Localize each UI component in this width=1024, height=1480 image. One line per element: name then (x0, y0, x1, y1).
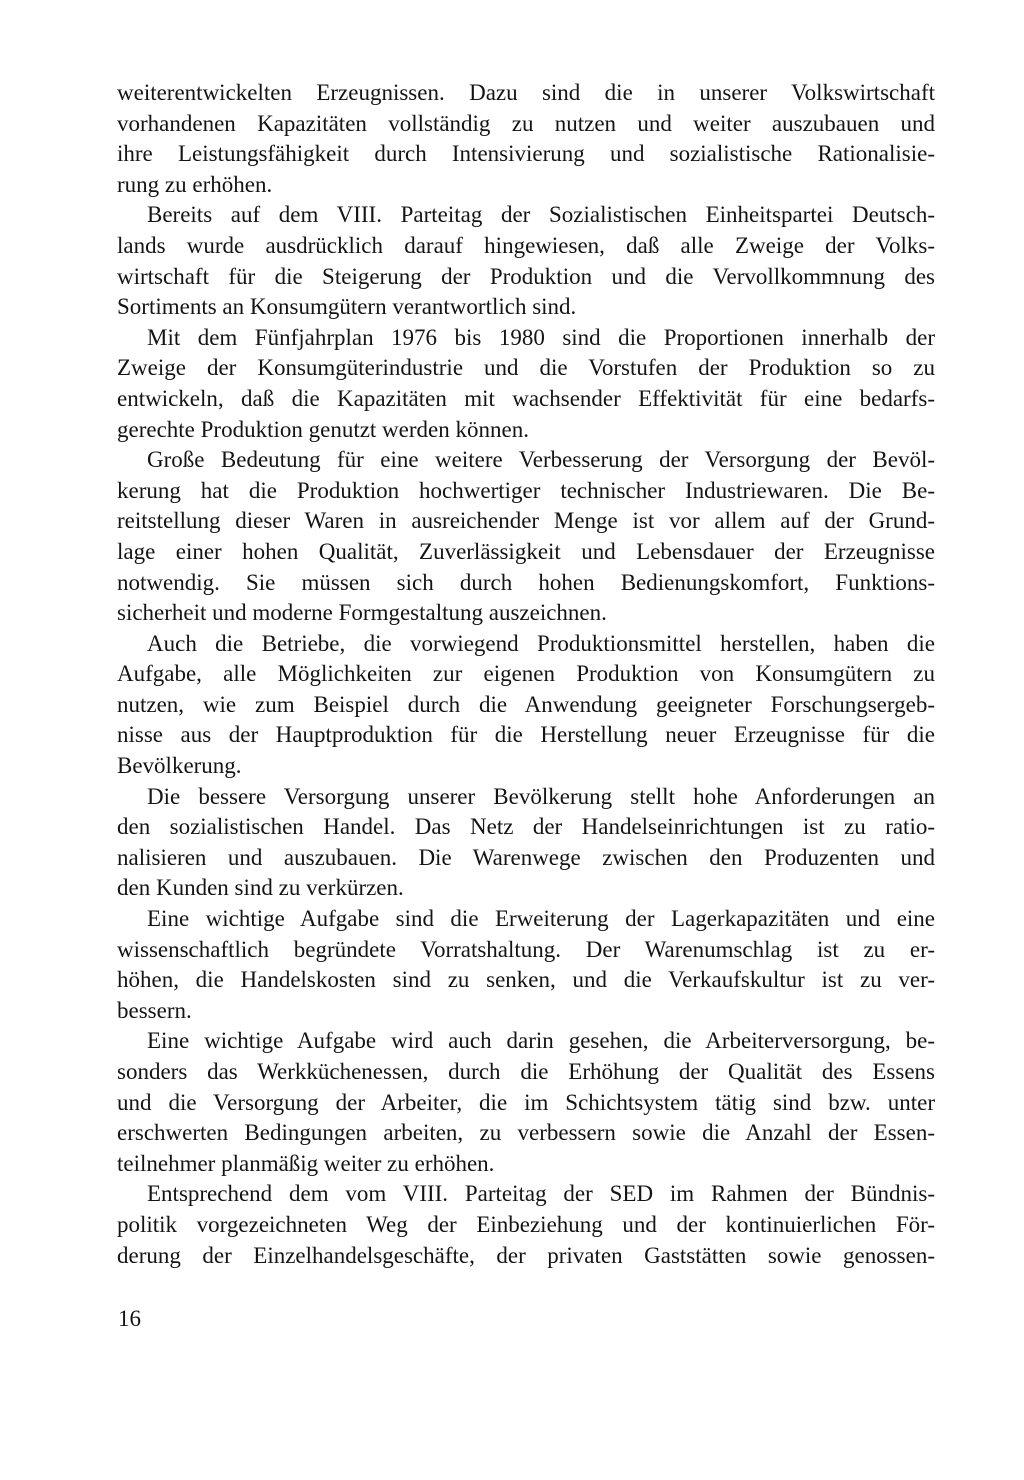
paragraph-first-line: Eine wichtige Aufgabe sind die Erweiterung der Lagerkapazitäten und eine (147, 906, 935, 932)
text-line: notwendig. Sie müssen sich durch hohen Bedienungskomfort, Funktions- (117, 569, 935, 595)
body-text (117, 78, 935, 1271)
text-line: wirtschaft für die Steigerung der Produktion und die Vervollkommnung des (117, 263, 935, 289)
text-line: rung zu erhöhen. (117, 171, 273, 197)
text-line: und die Versorgung der Arbeiter, die im Schichtsystem tätig sind bzw. unter (117, 1089, 935, 1115)
paragraph-first-line: Eine wichtige Aufgabe wird auch darin gesehen, die Arbeiterversorgung, be- (147, 1028, 935, 1054)
paragraph-first-line: Bereits auf dem VIII. Parteitag der Sozialistischen Einheitspartei Deutsch- (147, 202, 935, 228)
text-line: lage einer hohen Qualität, Zuverlässigkeit und Lebensdauer der Erzeugnisse (117, 538, 935, 564)
text-line: Sortiments an Konsumgütern verantwortlich sind. (117, 294, 577, 320)
text-line: politik vorgezeichneten Weg der Einbeziehung und der kontinuierlichen För- (117, 1211, 935, 1237)
text-line: bessern. (117, 997, 192, 1023)
text-line: Aufgabe, alle Möglichkeiten zur eigenen Produktion von Konsumgütern zu (117, 661, 935, 687)
text-line: kerung hat die Produktion hochwertiger technischer Industriewaren. Die Be- (117, 477, 935, 503)
text-line: lands wurde ausdrücklich darauf hingewiesen, daß alle Zweige der Volks- (117, 232, 935, 258)
text-line: Zweige der Konsumgüterindustrie und die Vorstufen der Produktion so zu (117, 355, 935, 381)
text-line: nisse aus der Hauptproduktion für die Herstellung neuer Erzeugnisse für die (117, 722, 935, 748)
text-line: nalisieren und auszubauen. Die Warenwege zwischen den Produzenten und (117, 844, 935, 870)
paragraph-first-line: Große Bedeutung für eine weitere Verbesserung der Versorgung der Bevöl- (147, 447, 935, 473)
text-line: Bevölkerung. (117, 753, 242, 779)
paragraph-first-line: Entsprechend dem vom VIII. Parteitag der SED im Rahmen der Bündnis- (147, 1181, 935, 1207)
text-line: ihre Leistungsfähigkeit durch Intensivierung und sozialistische Rationalisie- (117, 141, 935, 167)
text-line: teilnehmer planmäßig weiter zu erhöhen. (117, 1150, 495, 1176)
text-line: sonders das Werkküchenessen, durch die Erhöhung der Qualität des Essens (117, 1059, 935, 1084)
text-line: den sozialistischen Handel. Das Netz der Handelseinrichtungen ist zu ratio- (117, 814, 935, 840)
text-line: vorhandenen Kapazitäten vollständig zu nutzen und weiter auszubauen und (117, 110, 935, 136)
text-line: reitstellung dieser Waren in ausreichender Menge ist vor allem auf der Grund- (117, 508, 935, 534)
text-line: den Kunden sind zu verkürzen. (117, 875, 404, 901)
text-line: höhen, die Handelskosten sind zu senken, und die Verkaufskultur ist zu ver- (117, 967, 935, 993)
text-line: weiterentwickelten Erzeugnissen. Dazu sind die in unserer Volkswirtschaft (117, 80, 935, 105)
text-line: gerechte Produktion genutzt werden können. (117, 416, 529, 442)
text-line: entwickeln, daß die Kapazitäten mit wachsender Effektivität für eine bedarfs- (117, 385, 935, 411)
text-line: sicherheit und moderne Formgestaltung auszeichnen. (117, 600, 607, 626)
paragraph-first-line: Auch die Betriebe, die vorwiegend Produktionsmittel herstellen, haben die (147, 630, 935, 656)
text-line: derung der Einzelhandelsgeschäfte, der privaten Gaststätten sowie genossen- (117, 1242, 935, 1268)
text-line: erschwerten Bedingungen arbeiten, zu verbessern sowie die Anzahl der Essen- (117, 1120, 935, 1146)
text-line: wissenschaftlich begründete Vorratshaltung. Der Warenumschlag ist zu er- (117, 936, 935, 962)
paragraph-first-line: Mit dem Fünfjahrplan 1976 bis 1980 sind die Proportionen innerhalb der (147, 324, 935, 350)
page-number: 16 (118, 1306, 141, 1331)
paragraph-first-line: Die bessere Versorgung unserer Bevölkerung stellt hohe Anforderungen an (147, 783, 935, 809)
text-line: nutzen, wie zum Beispiel durch die Anwendung geeigneter Forschungsergeb- (117, 691, 935, 717)
